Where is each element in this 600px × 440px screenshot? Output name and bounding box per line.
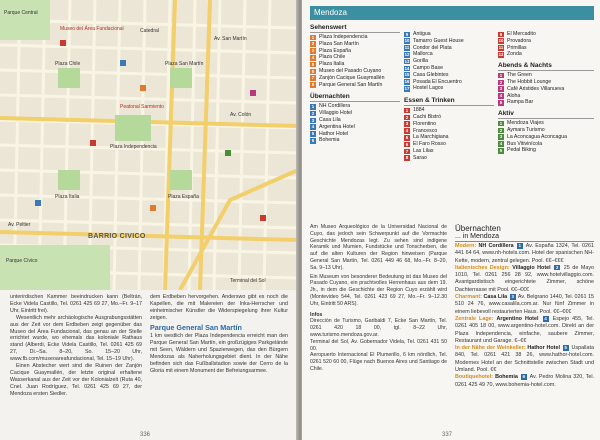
legend-label: Bohemia [319,137,340,144]
hotel-details: 25 de Mayo 1010, Tel. 0261 256 28 92, www.hotelvillaggio.com. Avantgardistisch eingerichtete Zimmer, schöne Dachterrasse mit Pool. €€–€€€ [455,264,595,293]
legend-number: 4 [405,128,409,134]
hotel-entry [455,294,594,316]
legend-label: Campo Base [413,64,443,71]
legend-heading-essen: Essen & Trinken [404,97,494,106]
legend-item [498,99,594,106]
map-label-museo: Museo del Área Fundacional [60,26,124,32]
plaza-chile-park [58,68,80,88]
legend-item [310,34,400,41]
map-label-av-peltier: Av. Peltier [8,222,31,228]
legend-label: Las Lilas [413,147,434,154]
legend-number: 5 [311,131,315,137]
legend-col-3 [498,22,594,154]
legend-number: 5 [311,61,315,67]
legend-number: 2 [499,127,503,133]
legend-number: 4 [311,54,315,60]
legend-item [310,54,400,61]
legend-label: Rampa Bar [507,99,534,106]
legend-item [498,120,594,127]
legend-item [404,141,494,148]
right-paragraph: Dirección de Turismo, Garibaldi 7, Ecke San Martín, Tel. 0261 420 18 00, tgl. 8–22 Uhr, www.turismo.mendoza.gov.ar. [310,318,447,338]
map-marker-red [60,40,66,46]
map-label-parque-central: Parque Central [4,10,38,16]
legend-item [310,82,400,89]
section-heading-parque: Parque General San Martín [150,322,242,332]
map-label-plaza-chile: Plaza Chile [55,61,81,67]
legend-number: 17 [404,85,410,91]
legend-heading-abends: Abends & Nachts [498,62,594,71]
right-paragraph: Am Museo Arqueológico de la Universidad Nacional de Cuyo, das jedoch sein Schwerpunkt auf die Vormachte Geschichte Mendozas legt. Zu sehen sind indigene Keramik und Mumien, Fundstücke und Tonscherben, die auf die alten Kulturen der Region hinweisen (Parque General San Martín, Tel. 0261 449 46 68, Mo.–Fr. 8–20, Sa. 9–13 Uhr). [310,224,447,271]
hotel-details: Espejo 455, Tel. 0261 405 18 00, www.argentino-hotel.com. Direkt an der Plaza Independencia, einfache, saubere Zimmer, Restaurant und Garage. €–€€ [455,315,594,344]
hotel-section-header: Übernachten [455,224,501,233]
legend-number: 14 [404,65,410,71]
hotel-number: 1 [518,243,522,248]
infos-heading: Infos [310,311,323,318]
legend-label: Bus Vitivinícola [507,140,543,147]
hotel-number: 5 [564,345,567,351]
legend-label: Villaggio Hotel [319,110,353,117]
legend-item [498,127,594,134]
legend-item [498,72,594,79]
legend-item [404,31,494,38]
city-map-svg [0,0,298,290]
map-marker-green [225,150,231,156]
legend-label: Plaza Italia [319,61,345,68]
legend-title-bar [310,6,594,20]
legend-number: 15 [404,72,410,78]
hotel-details: Uspallata 840, Tel. 0261 421 38 26, www.hathor-hotel.com. Modernes Hotel an der Schnittstelle zwischen Stadt und Umland. Pool. €€ [455,345,594,374]
legend-label: Tamarro Guest House [413,37,464,44]
legend-label: The Hobbit Lounge [507,78,552,85]
legend-label: Plaza España [319,47,352,54]
legend-item [498,51,594,58]
legend-label: Antigua [413,31,431,37]
legend-label: Primillas [507,44,527,51]
legend-item [310,75,400,82]
legend-number: 2 [311,41,315,47]
hotel-details: Av. Pedro Molina 320, Tel. 0261 425 49 70, www.bohemia-hotel.com. [455,374,595,388]
legend-label: Condor del Plata [413,44,452,51]
plaza-san-martin-park [170,68,192,88]
legend-number: 6 [311,137,315,143]
legend-number: 6 [311,68,315,74]
map-marker-pink [250,90,256,96]
legend-number: 9 [405,31,409,37]
hotel-name: Hathor Hotel [527,345,560,352]
hotel-category: Modern: [455,243,477,249]
legend-number: 10 [404,38,410,44]
legend-label: Gorilla [413,58,428,65]
map-marker-red [260,215,266,221]
legend-label: El Faro Rosso [413,141,446,148]
legend-item [498,45,594,52]
legend-item [310,137,400,144]
legend-item [498,93,594,100]
legend-label: NH Cordillera [319,103,351,110]
right-paragraph: Aeropuerto Internacional El Plumerillo, 6 km nördlich, Tel. 0261 520 60 00, Flüge nach Buenos Aires und Santiago de Chile. [310,352,447,372]
legend-item [404,38,494,45]
legend-item [404,65,494,72]
legend-number: 6 [405,141,409,147]
legend-item [310,131,400,138]
page-number-right: 337 [442,432,453,438]
map-marker-blue [35,200,41,206]
legend-item [310,48,400,55]
legend-item [404,85,494,92]
legend-item [404,148,494,155]
legend-label: El Mercadito [507,31,536,37]
legend-number: 12 [498,51,504,57]
legend-label: Cachi Bistró [413,113,441,120]
hotel-number: 4 [544,315,547,321]
hotel-details: Av. España 1324, Tel. 0261 441 64 64, www.nh-hotels.com. Hotel der spanischen NH-Kette, modern, zentral gelegen. Pool. €€–€€€ [455,243,594,264]
legend-number: 3 [499,134,503,140]
left-paragraph: unterirdischen Kammer beeindrucken kann (Beltrán, Ecke Videla Castillo, Tel. 0261 425 69 27, Mo.–Fr. 9–17 Uhr, Eintritt frei). [10,294,142,314]
legend-label: Plaza San Martín [319,40,359,47]
right-paragraph: Ein Museum von besonderer Bedeutung ist das Museo del Pasado Cuyano, ein prachtvolles Herrenhaus aus dem 19. Jh., in dem die Geschichte der Region Cuyo erzählt wird (Montevideo 544, Tel. 0261 423 69 27, Mo.–Fr. 9–12.30 Uhr, Eintritt 50 ARS). [310,273,447,307]
map-label-plaza-espana: Plaza España [168,194,199,200]
left-text-col2 [150,294,288,375]
legend-item [498,141,594,148]
legend-item [310,117,400,124]
legend-number: 1 [499,120,503,126]
legend-number: 2 [499,79,503,85]
legend-box [310,6,594,230]
legend-number: 2 [405,114,409,120]
legend-item [310,61,400,68]
hotel-listing [455,224,594,389]
legend-item [310,103,400,110]
right-page [302,0,600,440]
legend-item [498,79,594,86]
legend-item [310,110,400,117]
legend-item [310,124,400,131]
legend-label: Francesco [413,127,438,134]
hotel-category: Zentrale Lage: [455,315,494,322]
left-paragraph: Wesentlich mehr archäologische Ausgrabungsstätten aus der Zeit vor dem Erdbeben zeigt gegenüber das Museo del Área Fundacional, das genau an der Stelle errichtet wurde, wo ehemals das koloniale Rathaus stand (Alberdi, Ecke Videla Castillo, Tel. 0261 425 69 27, Di.–Sa. 8–20, So. 15–20 Uhr, www.fb.com/museoareafundacional, Tel. 15–19 Uhr). [10,314,142,363]
legend-item [404,79,494,86]
legend-item [404,114,494,121]
legend-number: 3 [311,48,315,54]
map-marker-blue [120,60,126,66]
map-label-parque-civico: Parque Cívico [6,258,38,264]
hotel-name: Argentino Hotel [496,315,539,322]
legend-number: 16 [404,79,410,85]
right-text-col1 [310,224,447,373]
hotel-category: Charmant: [455,294,482,301]
hotel-name: Casa Lila [483,294,508,301]
legend-number: 1 [405,107,409,113]
plaza-independencia-park [115,115,151,141]
right-lower-area [310,224,594,429]
legend-label: Plaza Independencia [319,34,368,40]
hotel-entry [455,265,594,294]
legend-label: Hostel Lagos [413,85,444,92]
parque-civico-park [0,245,110,290]
legend-label: Zonda [507,51,522,58]
map-marker-red [90,140,96,146]
hotel-entry [455,374,594,389]
legend-label: Argentina Hotel [319,123,355,130]
legend-label: The Green [507,72,532,79]
legend-label: Florentino [413,120,437,127]
left-paragraph: 1 km westlich der Plaza Independencia erreicht man den Parque General San Martín, ein großzügiges Parkgelände mit Seen, Wäldern und Spazierwegen, das den Bürgern Mendozas als Naherholungsgebiet dient. In der Nähe befinden sich das Fußballstadion sowie der Cerro de la Gloria mit einem Monument der Befreiungsarmee. [150,333,288,374]
legend-label: Casa Glebintes [413,71,449,78]
hotel-entry [455,345,594,374]
legend-item [404,51,494,58]
hotel-name: Bohemia [495,374,518,381]
legend-number: 3 [311,117,315,123]
legend-number: 4 [311,124,315,130]
map-label-av-colon: Av. Colón [230,112,252,118]
legend-number: 3 [499,86,503,92]
legend-label: Mallorca [413,51,433,58]
plaza-espana-park [170,170,192,190]
legend-number: 8 [311,82,315,88]
legend-number: 11 [404,45,410,51]
legend-number: 7 [311,75,315,81]
legend-number: 8 [405,155,409,161]
legend-number: 10 [498,38,504,44]
legend-label: Pedal Biking [507,147,536,154]
hotel-category: Boutiquehotel: [455,374,494,381]
map-marker-orange [150,205,156,211]
legend-item [404,58,494,65]
legend-number: 4 [499,93,503,99]
legend-title: Mendoza [314,8,347,17]
legend-item [498,147,594,154]
left-page [0,0,298,440]
map-label-terminal: Terminal del Sol [230,278,266,284]
parque-central-park [0,0,50,40]
legend-number: 11 [498,45,504,51]
map-label-plaza-italia: Plaza Italia [55,194,80,200]
map-label-plaza-san-martin: Plaza San Martín [165,61,204,67]
hotel-number: 2 [556,264,559,270]
map-label-peatonal: Peatonal Sarmiento [120,104,164,110]
legend-label: Aymara Turismo [507,126,545,133]
hotel-number: 3 [511,294,514,300]
city-map[interactable] [0,0,298,290]
map-label-av-san-martin: Av. San Martín [214,36,247,42]
legend-item [310,68,400,75]
legend-number: 2 [311,110,315,116]
legend-item [404,134,494,141]
legend-label: Sarao [413,154,427,161]
map-label-barrio-civico: BARRIO CIVICO [88,233,146,240]
legend-item [404,107,494,114]
hotel-category: In der Nähe der Weinkeller: [455,345,526,352]
hotel-entry [455,243,594,265]
legend-label: Museo del Pasado Cuyano [319,67,382,74]
map-label-catedral: Catedral [140,28,159,34]
legend-heading-uebernachten: Übernachten [310,93,400,102]
legend-number: 7 [405,148,409,154]
legend-item [498,38,594,45]
hotel-name: Villaggio Hotel [512,264,551,271]
map-label-plaza-independencia: Plaza Independencia [110,144,157,150]
map-marker-orange [140,85,146,91]
legend-number: 1 [311,103,315,109]
legend-number: 4 [499,141,503,147]
hotel-number: 6 [522,374,526,380]
legend-heading-sehenswert: Sehenswert [310,24,400,33]
left-paragraph: Einen Abstecher wert sind die Ruinen der Zanjón Cacique Guaymallén, der letzte original erhaltene Wasserkanal aus der Zeit vor der Kolonialzeit (Ruta 40, Cnel. Juan Rodríguez, Tel. 0261 425 69 27, der Mendoza ersten Siedler. [10,363,142,397]
legend-number: 13 [404,58,410,64]
hotel-entry [455,316,594,345]
plaza-italia-park [58,170,80,190]
legend-item [404,128,494,135]
legend-label: Aloha [507,92,521,99]
legend-number: 1 [311,34,315,40]
legend-item [404,155,494,162]
legend-item [310,41,400,48]
legend-label: Mendoza Viajes [507,120,544,127]
hotel-section-sub: ... in Mendoza [455,233,594,242]
legend-label: Posada El Encuentro [413,78,462,85]
left-text-col1 [10,294,142,398]
left-paragraph: dem Erdbeben hervorgehen. Anderswo gibt es noch die Kapellen, die mit Malereien der Inka-Herrscher und einheimischer Künstler die Widerspiegelung ihrer Kultur zeigen. [150,294,288,321]
legend-label: Provadora [507,37,531,44]
legend-label: Plaza Chile [319,54,346,61]
page-number-left: 336 [140,432,151,438]
legend-item [498,31,594,38]
legend-label: 1884 [413,107,425,114]
hotel-category: Italienisches Design: [455,264,510,271]
legend-number: 3 [405,121,409,127]
legend-label: Parque General San Martín [319,81,383,88]
legend-label: La Aconcagua Aconcagua [507,133,567,140]
hotel-details: Av. Belgrano 1440, Tel. 0261 15 510 24 76, www.casalila.com.ar. Nur fünf Zimmer in einem liebevoll restaurierten Haus. Pool. €€–€€€ [455,294,595,315]
legend-heading-aktiv: Aktiv [498,110,594,119]
legend-label: Hathor Hotel [319,130,349,137]
legend-number: 5 [499,147,503,153]
legend-number: 9 [499,31,503,37]
hotel-name: NH Cordillera [478,243,514,249]
legend-label: La Marchigiana [413,134,449,141]
legend-col-2 [404,22,494,162]
legend-item [498,134,594,141]
legend-number: 5 [405,134,409,140]
legend-number: 5 [499,99,503,105]
legend-label: Casa Lila [319,116,341,123]
legend-item [404,72,494,79]
legend-item [404,45,494,52]
legend-col-1 [310,22,400,144]
legend-label: Café Aristides Villanueva [507,85,565,92]
legend-item [498,86,594,93]
right-paragraph: Terminal del Sol, Av. Gobernador Videla, Tel. 0261 431 50 00. [310,338,447,352]
legend-number: 1 [499,72,503,78]
legend-label: Zanjón Cacique Guaymallén [319,74,385,81]
legend-number: 12 [404,51,410,57]
legend-item [404,121,494,128]
